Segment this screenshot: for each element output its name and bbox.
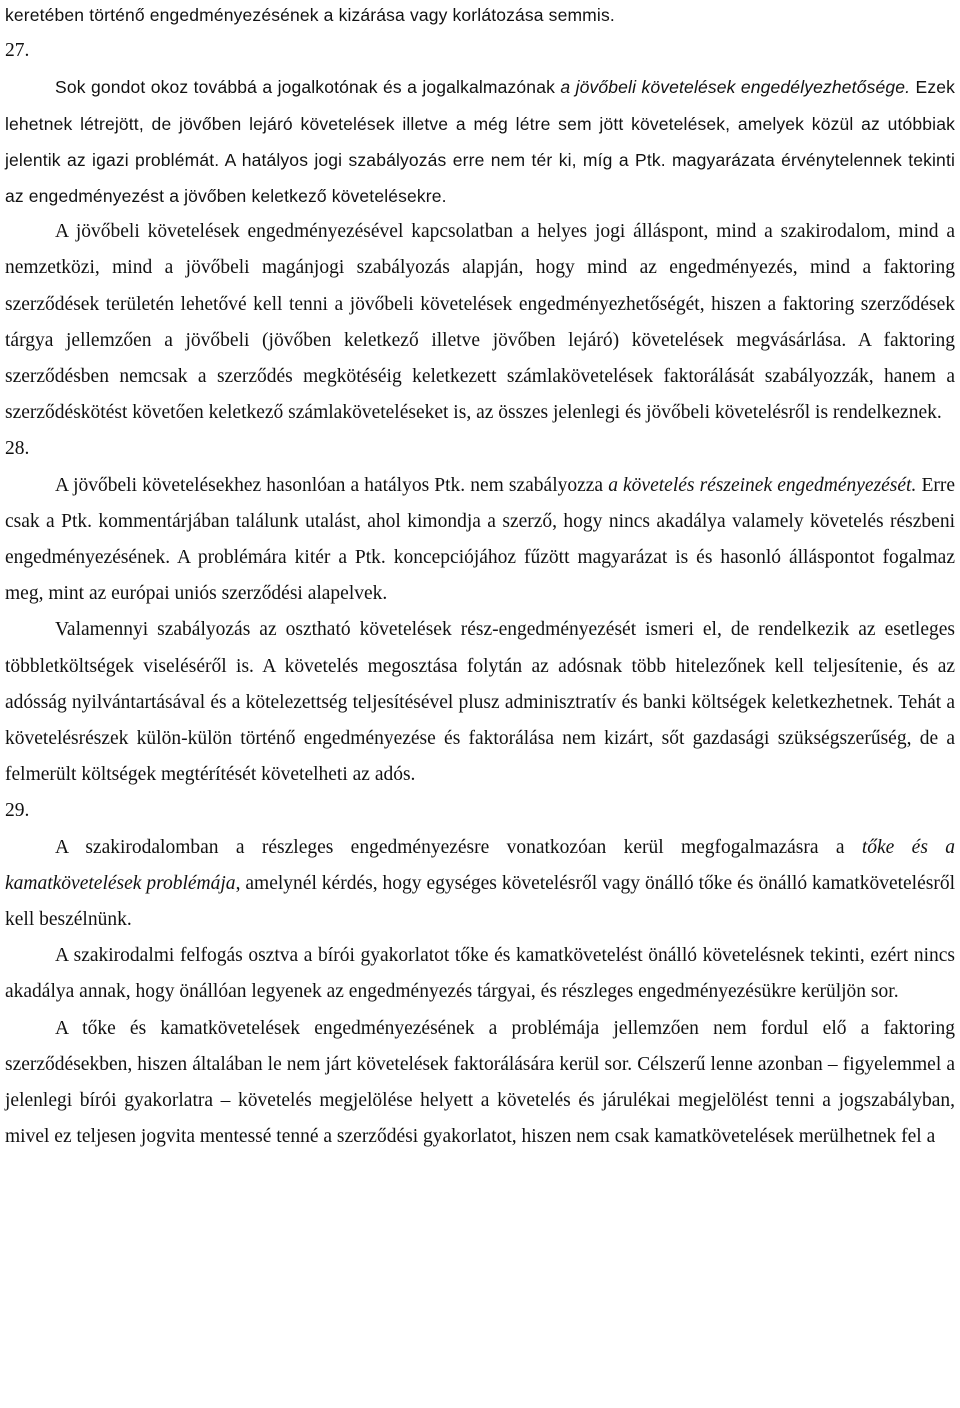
section-number-27: 27. [5,40,30,62]
paragraph-28-2: Valamennyi szabályozás az osztható követelések rész-engedményezését ismeri el, de rendelkezik az esetleges többletköltségek viseléséről is. A követelés megosztása folytán az adósnak több hitelezőnek kell teljesítenie, és az adósság nyilvántartásával és a kötelezettség teljesítésével plusz adminisztratív és banki költségek keletkezhetnek. Tehát a követelésrészek külön-külön történő engedményezése és faktorálása nem kizárt, sőt gazdasági szükségszerűség, de a felmerült költségek megtérítését követelheti az adós. [5,619,955,786]
paragraph-28-1-emphasis: a követelés részeinek engedményezését. [608,474,917,496]
paragraph-29-1 [5,830,955,939]
paragraph-29-2: A szakirodalmi felfogás osztva a bírói gyakorlatot tőke és kamatkövetelést önálló követelésnek tekinti, ezért nincs akadálya annak, hogy önállóan legyenek az engedményezés tárgyai, és részleges engedményezésükre kerüljön sor. [5,945,955,1003]
section-number-28: 28. [5,438,30,460]
paragraph-27-1 [5,69,955,214]
paragraph-27-2: A jövőbeli követelések engedményezésével kapcsolatban a helyes jogi álláspont, mind a szakirodalom, mind a nemzetközi, mind a jövőbeli magánjogi szabályozás alapján, hogy mind az engedményezés, mind a faktoring szerződések területén lehetővé kell tenni a jövőbeli követelések engedményezhetőségét, hiszen a faktoring szerződések tárgya jellemzően a jövőbeli (jövőben keletkező illetve jövőben lejáró) követelések megvásárlása. A faktoring szerződésben nemcsak a szerződés megkötéséig keletkezett számlakövetelések faktorálását szabályozzák, hanem a szerződéskötést követően keletkező számlaköveteléseket is, az összes jelenlegi és jövőbeli követelésről is rendelkeznek. [5,221,955,424]
paragraph-28-1-text-b: Erre csak a Ptk. kommentárjában találunk utalást, ahol kimondja a szerző, hogy nincs akadálya valamely követelés részbeni engedményezésének. A problémára kitér a Ptk. koncepciójához fűzött magyarázat is és hasonló álláspontot fogalmaz meg, mint az európai uniós szerződési alapelvek. [5,474,956,605]
paragraph-29-1-emphasis: tőke és a kamatkövetelések problémája [5,836,955,894]
paragraph-27-1-emphasis: a jövőbeli követelések engedélyezhetősége. [560,77,911,98]
paragraph-29-3: A tőke és kamatkövetelések engedményezésének a problémája jellemzően nem fordul elő a faktoring szerződésekben, hiszen általában le nem járt követelések faktorálására kerül sor. Célszerű lenne azonban – figyelemmel a jelenlegi bírói gyakorlatra – követelés megjelölése helyett a követelés és járulékai megjelölést tenni a jogszabályban, mivel ez teljesen jogvita mentessé tenné a szerződési gyakorlatot, hiszen nem csak kamatkövetelések merülhetnek fel a [5,1017,955,1148]
paragraph-29-1-text-a: A szakirodalomban a részleges engedményezésre vonatkozóan kerül megfogalmazásra a [55,836,862,858]
paragraph-27-1-text-b: Ezek lehetnek létrejött, de jövőben lejáró követelések illetve a még létre sem jött követelések, amelyek közül az utóbbiak jelentik az igazi problémát. A hatályos jogi szabályozás erre nem tér ki, míg a Ptk. magyarázata érvénytelennek tekinti az engedményezést a jövőben keletkező követelésekre. [5,77,956,207]
paragraph-28-1 [5,468,955,613]
section-number-29: 29. [5,800,30,822]
paragraph-28-1-text-a: A jövőbeli követelésekhez hasonlóan a hatályos Ptk. nem szabályozza [55,474,609,496]
paragraph-27-1-text-a: Sok gondot okoz továbbá a jogalkotónak és a jogalkalmazónak [55,77,561,98]
paragraph-intro: keretében történő engedményezésének a kizárása vagy korlátozása semmis. [5,5,615,25]
document-page [5,0,955,1156]
paragraph-29-1-text-b: , amelynél kérdés, hogy egységes követelésről vagy önálló tőke és önálló kamatkövetelésről kell beszélnünk. [5,872,955,931]
